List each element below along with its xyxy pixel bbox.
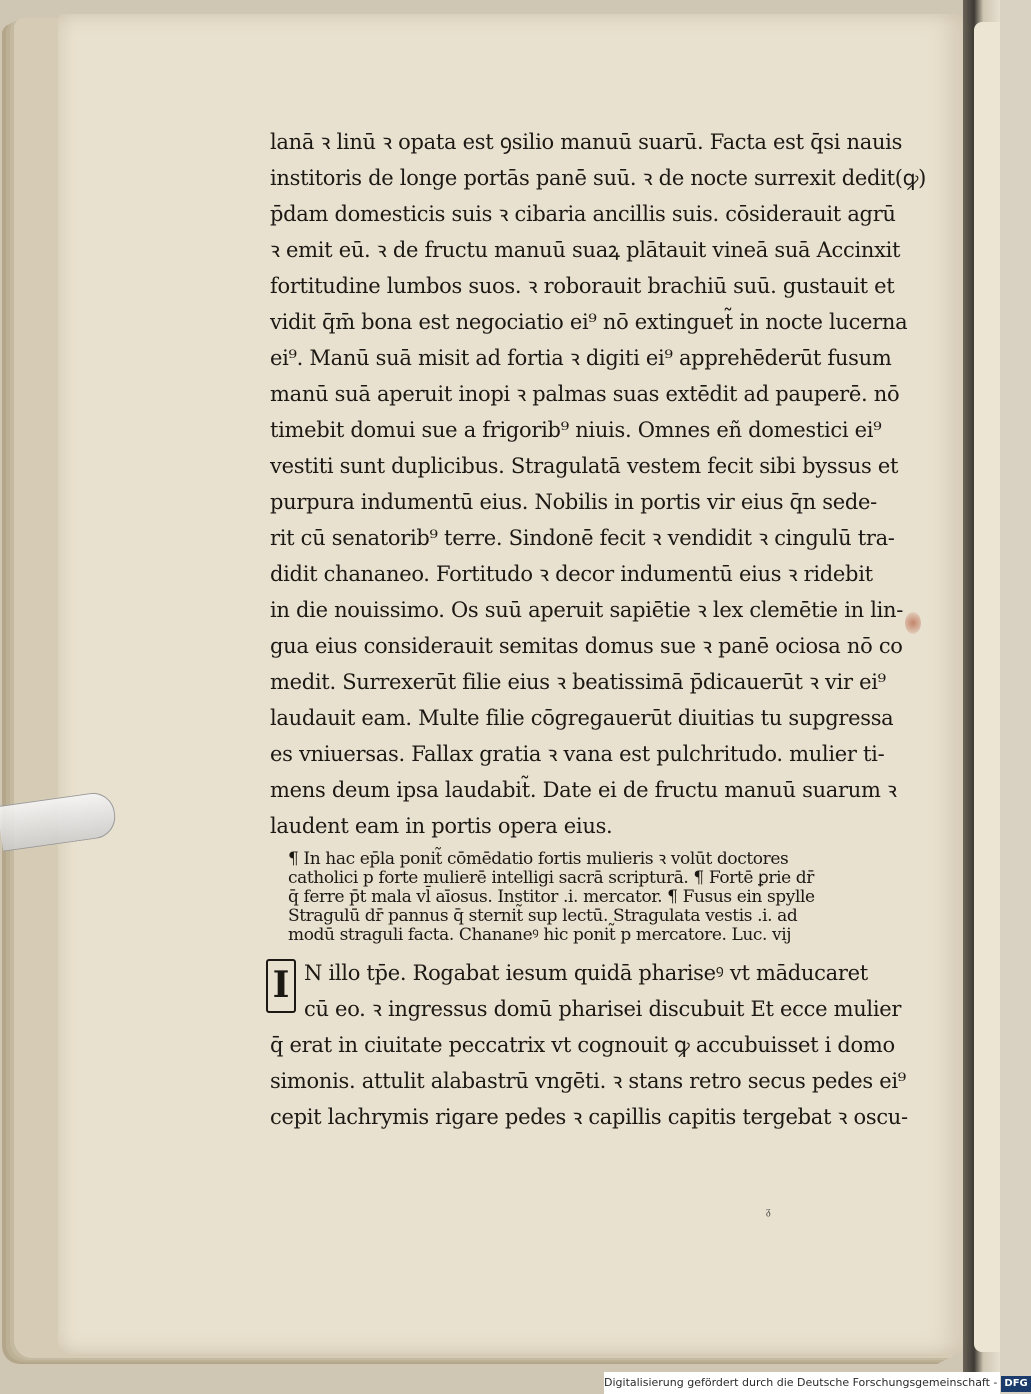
text-line: gua eius considerauit semitas domus sue ꝛ panē ociosa nō co bbox=[270, 634, 903, 658]
footer-text: Digitalisierung gefördert durch die Deutsche Forschungsgemeinschaft - bbox=[604, 1376, 998, 1389]
text-line: medit. Surrexerūt filie eius ꝛ beatissimā p̄dicauerūt ꝛ vir ei⁹ bbox=[270, 670, 886, 694]
text-line: simonis. attulit alabastrū vngēti. ꝛ stans retro secus pedes ei⁹ bbox=[270, 1069, 906, 1093]
text-line: modū straguli facta. Chananeꝰ hic ponit̃ p mercatore. Luc. vij bbox=[288, 925, 792, 945]
decorated-initial: I bbox=[266, 959, 296, 1013]
text-line: N illo tp̄e. Rogabat iesum quidā phariseꝰ vt māducaret bbox=[304, 961, 868, 985]
text-line: Stragulū dr̄ pannus q̄ sternit̃ sup lectū. Stragulata vestis .i. ad bbox=[288, 906, 798, 926]
text-line: cepit lachrymis rigare pedes ꝛ capillis capitis tergebat ꝛ oscu- bbox=[270, 1105, 908, 1129]
text-line: fortitudine lumbos suos. ꝛ roborauit brachiū suū. gustauit et bbox=[270, 274, 895, 298]
text-line: q̄ erat in ciuitate peccatrix vt cognouit ꝙ accubuisset i domo bbox=[270, 1033, 895, 1057]
main-text bbox=[270, 124, 926, 844]
text-line: es vniuersas. Fallax gratia ꝛ vana est pulchritudo. mulier ti- bbox=[270, 742, 885, 766]
gospel-lines bbox=[270, 955, 910, 1135]
text-line: laudent eam in portis opera eius. bbox=[270, 814, 613, 838]
text-line: ei⁹. Manū suā misit ad fortia ꝛ digiti ei⁹ apprehēderūt fusum bbox=[270, 346, 892, 370]
text-line: ¶ In hac ep̄la ponit̃ cōmēdatio fortis mulieris ꝛ volūt doctores bbox=[288, 849, 789, 869]
text-line: laudauit eam. Multe filie cōgregauerūt diuitias tu supgressa bbox=[270, 706, 894, 730]
text-line: vestiti sunt duplicibus. Stragulatā vestem fecit sibi byssus et bbox=[270, 454, 899, 478]
text-line: vidit q̄m̄ bona est negociatio ei⁹ nō extinguet̃ in nocte lucerna bbox=[270, 310, 908, 334]
text-line: purpura indumentū eius. Nobilis in portis vir eius q̄n sede- bbox=[270, 490, 877, 514]
text-line: cū eo. ꝛ ingressus domū pharisei discubuit Et ecce mulier bbox=[304, 997, 902, 1021]
text-line: rit cū senatorib⁹ terre. Sindonē fecit ꝛ vendidit ꝛ cingulū tra- bbox=[270, 526, 895, 550]
text-line: lanā ꝛ linū ꝛ opata est ꝯsilio manuū suarū. Facta est q̄si nauis bbox=[270, 130, 903, 154]
text-line: in die nouissimo. Os suū aperuit sapiētie ꝛ lex clemētie in lin- bbox=[270, 598, 904, 622]
dfg-logo: DFG bbox=[1001, 1376, 1030, 1392]
text-line: mens deum ipsa laudabit̃. Date ei de fructu manuū suarum ꝛ bbox=[270, 778, 897, 802]
text-line: manū suā aperuit inopi ꝛ palmas suas extēdit ad pauperē. nō bbox=[270, 382, 900, 406]
stray-mark: ᵹ bbox=[766, 1206, 771, 1217]
gospel-text bbox=[270, 955, 910, 1135]
text-line: q̄ ferre p̄t mala vl̄ aīosus. Institor .i. mercator. ¶ Fusus ein spylle bbox=[288, 887, 815, 907]
digitization-footer bbox=[604, 1372, 1028, 1394]
facing-page-edge bbox=[974, 22, 1000, 1352]
text-block bbox=[270, 124, 926, 1135]
text-line: didit chananeo. Fortitudo ꝛ decor indumentū eius ꝛ ridebit bbox=[270, 562, 873, 586]
text-line: ꝛ emit eū. ꝛ de fructu manuū suaꝝ plātauit vineā suā Accinxit bbox=[270, 238, 901, 262]
commentary bbox=[270, 850, 910, 945]
text-line: institoris de longe portās panē suū. ꝛ de nocte surrexit dedit(ꝙ) bbox=[270, 166, 926, 190]
text-line: timebit domui sue a frigorib⁹ niuis. Omnes eñ domestici ei⁹ bbox=[270, 418, 882, 442]
text-line: p̄dam domesticis suis ꝛ cibaria ancillis suis. cōsiderauit agrū bbox=[270, 202, 896, 226]
text-line: catholici p forte mulierē intelligi sacrā scripturā. ¶ Fortē ꝑrie dr̄ bbox=[288, 868, 815, 888]
